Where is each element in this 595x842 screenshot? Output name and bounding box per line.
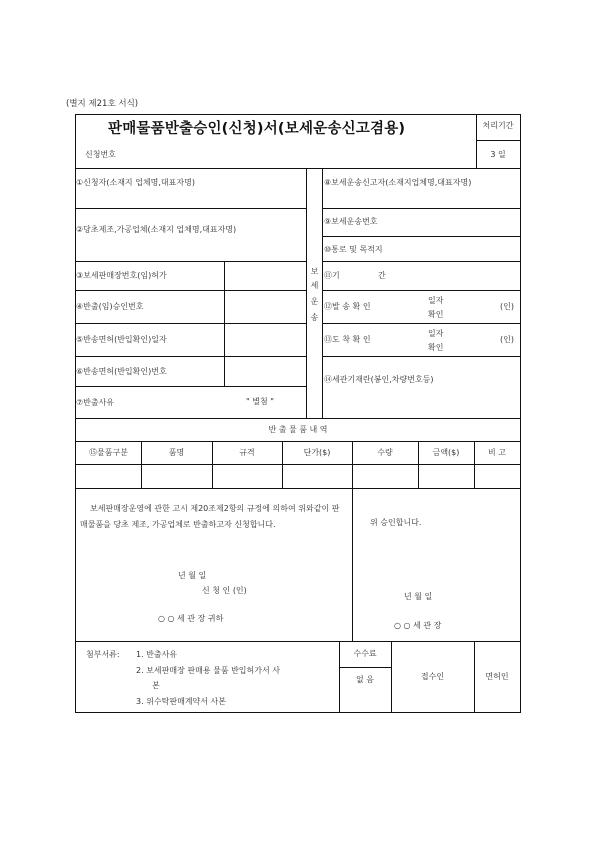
right-block-divider [322, 168, 323, 418]
shipment-check-label: ⑫발 송 확 인 [324, 302, 371, 311]
processing-divider [476, 114, 477, 169]
declaration-date-line: 년 월 일 [178, 571, 207, 580]
shipment-confirm-label: 확인 [428, 310, 444, 319]
attachment-item: 3. 위수탁판매계약서 사본 [136, 697, 226, 706]
declaration-divider [352, 488, 353, 641]
left-row-line [75, 356, 306, 357]
attachment-item: 1. 반출사유 [136, 650, 178, 659]
goods-bottom-line [75, 488, 521, 489]
import-number-label: ⑥반송면허(반입확인)번호 [76, 367, 167, 376]
bonded-transport-char: 운 [310, 297, 319, 306]
goods-col-header: 품명 [168, 448, 185, 457]
approval-authority: ○ ○ 세 관 장 [394, 621, 442, 630]
left-row-line [75, 290, 306, 291]
arrival-date-label: 일자 [428, 329, 444, 338]
attachment-item: 2. 보세판매장 판매용 물품 반입허가서 사 [136, 666, 280, 675]
period-label-suffix: 간 [378, 271, 386, 280]
declaration-text: 보세판매장운영에 관한 고시 제20조제2항의 규정에 의하여 위와같이 판매물품을 당초 제조, 가공업체로 반출하고자 신청합니다. [80, 504, 340, 529]
approval-number-label: ④반출(임)승인번호 [76, 302, 144, 311]
attachments-label: 첨부서류: [86, 650, 120, 659]
goods-col-header: 수량 [377, 448, 393, 457]
form-reference: (별지 제21호 서식) [66, 99, 139, 109]
shipment-seal: (인) [500, 302, 514, 311]
right-row-line [322, 323, 520, 324]
right-row-line [322, 208, 520, 209]
bonded-transport-char: 송 [310, 313, 319, 322]
shipment-date-label: 일자 [428, 296, 444, 305]
fee-label: 수수료 [353, 649, 377, 658]
left-block-divider [306, 168, 307, 418]
left-row-line [75, 323, 306, 324]
frame-bottom [75, 712, 521, 713]
declarant-label: ⑧보세운송신고자(소재지업체명,대표자명) [324, 178, 472, 187]
right-row-line [322, 261, 520, 262]
bonded-transport-char: 세 [310, 281, 319, 290]
left-row-line [75, 208, 306, 209]
goods-top-line [75, 418, 521, 419]
title-bottom-line [75, 168, 521, 169]
form-title: 판매물품반출승인(신청)서(보세운송신고겸용) [108, 121, 406, 137]
attachment-item-continued: 본 [152, 681, 160, 690]
attachments-top-line [75, 641, 521, 642]
fee-mid-line [339, 667, 391, 668]
goods-col-header: 규격 [239, 448, 255, 457]
period-label: ⑪기 [324, 271, 340, 280]
goods-col-header: ⑮물품구분 [89, 448, 128, 457]
processing-period-label: 처리기간 [482, 121, 514, 130]
customs-notes-label: ⑭세관기재란(봉인,차량번호등) [324, 375, 434, 384]
bonded-transport-char: 보 [310, 267, 319, 276]
applicant-signature-line: 신 청 인 (인) [202, 586, 247, 595]
approval-text: 위 승인합니다. [370, 518, 422, 527]
right-row-line [322, 290, 520, 291]
receipt-stamp-label: 접수인 [420, 672, 445, 681]
arrival-seal: (인) [500, 335, 514, 344]
license-stamp-label: 면허인 [485, 672, 509, 681]
right-row-line [322, 236, 520, 237]
goods-section-header: 반 출 물 품 내 역 [268, 425, 328, 434]
application-number-label: 신청번호 [85, 150, 116, 159]
left-value-divider [224, 261, 225, 386]
goods-col-header: 비 고 [488, 448, 506, 457]
manufacturer-label: ②당초제조,가공업체(소재지 업체명,대표자명) [76, 225, 237, 234]
frame-left [75, 114, 76, 713]
processing-mid-line [476, 140, 520, 141]
addressee-line: ○ ○ 세 관 장 귀하 [158, 614, 224, 623]
right-row-line [322, 356, 520, 357]
frame-top [75, 114, 521, 115]
goods-col-header: 단가($) [303, 448, 331, 457]
fee-value: 없 음 [356, 675, 374, 684]
left-row-line [75, 386, 306, 387]
processing-period-value: 3 일 [490, 150, 506, 159]
frame-right [520, 114, 521, 713]
transport-number-label: ⑨보세운송번호 [324, 217, 378, 226]
route-label: ⑩통로 및 목적지 [324, 245, 383, 254]
goods-col-header: 금액($) [432, 448, 460, 457]
applicant-label: ①신청자(소재지 업체명,대표자명) [76, 178, 195, 187]
arrival-confirm-label: 확인 [428, 343, 444, 352]
import-date-label: ⑤반송면허(반입확인)일자 [76, 335, 167, 344]
reason-label: ⑦반출사유 [76, 398, 115, 407]
reason-value: " 별첨 " [246, 397, 274, 406]
left-row-line [75, 261, 306, 262]
store-permit-label: ③보세판매장번호(임)허가 [76, 271, 167, 280]
arrival-check-label: ⑬도 착 확 인 [324, 335, 371, 344]
approval-date-line: 년 월 일 [404, 592, 433, 601]
